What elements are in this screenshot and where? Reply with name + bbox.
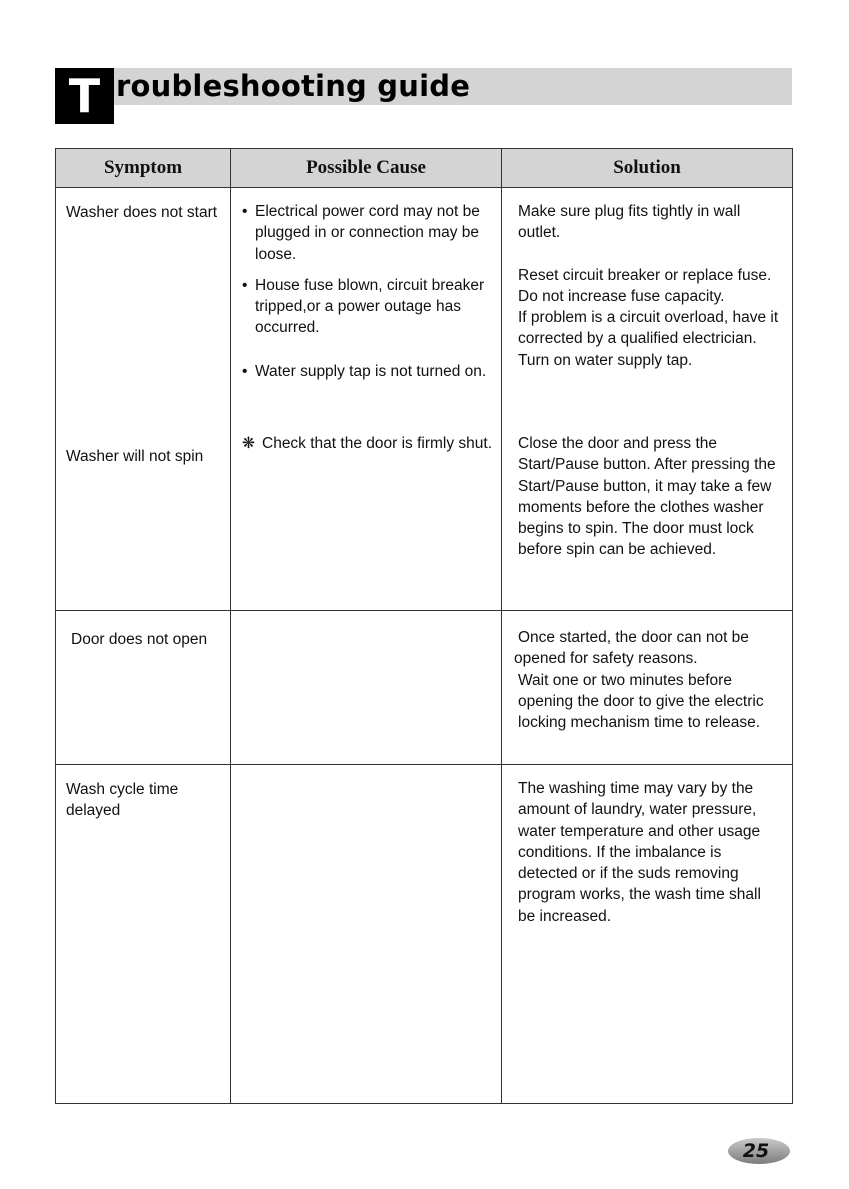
page-number-badge	[728, 1138, 790, 1164]
solution-line: opened for safety reasons.	[514, 650, 698, 668]
solution-text	[503, 612, 791, 733]
symptom-text: Washer does not start	[66, 204, 218, 221]
solution-text: The washing time may vary by the amount of laundry, water pressure, water temperature and other usage conditions. If the imbalance is detected or if the suds removing program works, the wash time shall be increased.	[518, 780, 761, 925]
symptom-text: Washer will not spin	[66, 448, 204, 465]
list-item: • Water supply tap is not turned on.	[242, 361, 492, 382]
header-possible-cause: Possible Cause	[231, 149, 502, 188]
bullet-icon: •	[242, 203, 248, 220]
symptom-cell	[56, 188, 231, 611]
solution-cell	[502, 611, 793, 765]
solution-line: Turn on water supply tap.	[518, 351, 693, 369]
cause-note	[232, 419, 500, 454]
solution-line: Wait one or two minutes before opening the door to give the electric locking mechanism time to release.	[518, 671, 764, 732]
table-row	[56, 611, 793, 765]
solution-line: Make sure plug fits tightly in wall outlet.	[518, 203, 741, 242]
symptom-text: Wash cycle time delayed	[66, 781, 179, 819]
header-solution: Solution	[502, 149, 793, 188]
spacer	[242, 339, 492, 361]
cause-cell	[231, 765, 502, 1104]
solution-text	[503, 189, 791, 419]
cause-cell	[231, 611, 502, 765]
cause-cell	[231, 188, 502, 611]
spacer	[242, 265, 492, 275]
table-header-row	[56, 149, 793, 188]
title-initial: T	[55, 68, 114, 124]
solution-cell	[502, 188, 793, 611]
solution-line: Do not increase fuse capacity.	[518, 287, 725, 305]
solution-line: Once started, the door can not be	[518, 629, 749, 646]
list-item: • Electrical power cord may not be plugged in or connection may be loose.	[242, 203, 480, 263]
symptom-cell	[56, 611, 231, 765]
list-item: • House fuse blown, circuit breaker tripped,or a power outage has occurred.	[242, 276, 485, 337]
header-symptom: Symptom	[56, 149, 231, 188]
solution-line: Reset circuit breaker or replace fuse.	[518, 266, 772, 284]
solution-text: Close the door and press the Start/Pause button. After pressing the Start/Pause button, it may take a few moments before the clothes washer begins to spin. The door must lock before spin can be achieved.	[518, 435, 776, 559]
symptom-text: Door does not open	[71, 631, 208, 648]
page-title: roubleshooting guide	[116, 69, 471, 103]
page-number: 25	[742, 1140, 770, 1162]
table-row	[56, 765, 793, 1104]
asterisk-icon: ❋	[242, 435, 255, 452]
cause-note-text: Check that the door is firmly shut.	[262, 435, 493, 452]
bullet-icon: •	[242, 276, 248, 294]
table-row	[56, 188, 793, 611]
symptom-cell	[56, 765, 231, 1104]
solution-line: If problem is a circuit overload, have it corrected by a qualified electrician.	[518, 309, 779, 348]
cause-list	[232, 189, 500, 419]
bullet-icon: •	[242, 362, 248, 380]
solution-cell	[502, 765, 793, 1104]
troubleshooting-table	[55, 148, 793, 1104]
